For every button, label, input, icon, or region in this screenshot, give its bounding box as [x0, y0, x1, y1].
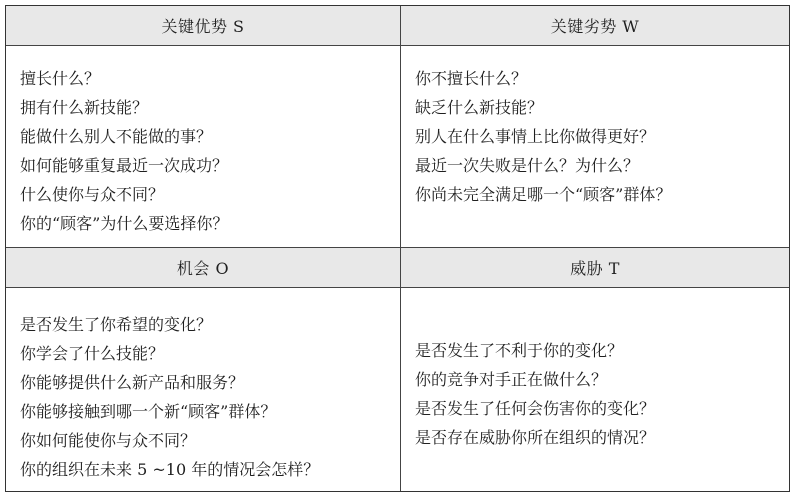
weaknesses-item: 你尚未完全满足哪一个“顾客”群体？ [415, 185, 672, 204]
strengths-body [6, 46, 401, 248]
weaknesses-title: 关键劣势 W [550, 17, 640, 36]
weaknesses-item: 你不擅长什么？ [415, 69, 528, 88]
opportunities-item: 你如何能使你与众不同？ [20, 431, 197, 450]
threats-item: 是否发生了不利于你的变化？ [415, 341, 624, 360]
swot-table [5, 5, 790, 492]
threats-item: 你的竞争对手正在做什么？ [415, 370, 608, 389]
strengths-item: 能做什么别人不能做的事？ [20, 127, 213, 146]
opportunities-item: 是否发生了你希望的变化？ [20, 315, 213, 334]
threats-title: 威胁 T [570, 259, 620, 278]
strengths-item: 擅长什么？ [20, 69, 101, 88]
threats-item: 是否发生了任何会伤害你的变化？ [415, 399, 656, 418]
strengths-header [6, 6, 401, 46]
opportunities-item: 你能够提供什么新产品和服务？ [20, 373, 245, 392]
weaknesses-item: 缺乏什么新技能？ [415, 98, 544, 117]
opportunities-title: 机会 O [176, 259, 230, 278]
opportunities-item: 你学会了什么技能？ [20, 344, 165, 363]
strengths-item: 拥有什么新技能？ [20, 98, 149, 117]
weaknesses-item: 最近一次失败是什么？为什么？ [415, 156, 640, 175]
strengths-title: 关键优势 S [161, 17, 245, 36]
opportunities-item: 你能够接触到哪一个新“顾客”群体？ [20, 402, 277, 421]
strengths-item: 什么使你与众不同？ [20, 185, 165, 204]
threats-body [401, 288, 789, 491]
weaknesses-item: 别人在什么事情上比你做得更好？ [415, 127, 656, 146]
opportunities-header [6, 248, 401, 288]
strengths-item: 如何能够重复最近一次成功？ [20, 156, 229, 175]
strengths-item: 你的“顾客”为什么要选择你？ [20, 214, 229, 233]
opportunities-item: 你的组织在未来 5 ~10 年的情况会怎样？ [20, 460, 320, 479]
threats-item: 是否存在威胁你所在组织的情况？ [415, 428, 656, 447]
threats-header [401, 248, 789, 288]
opportunities-body [6, 288, 401, 491]
weaknesses-body [401, 46, 789, 248]
weaknesses-header [401, 6, 789, 46]
